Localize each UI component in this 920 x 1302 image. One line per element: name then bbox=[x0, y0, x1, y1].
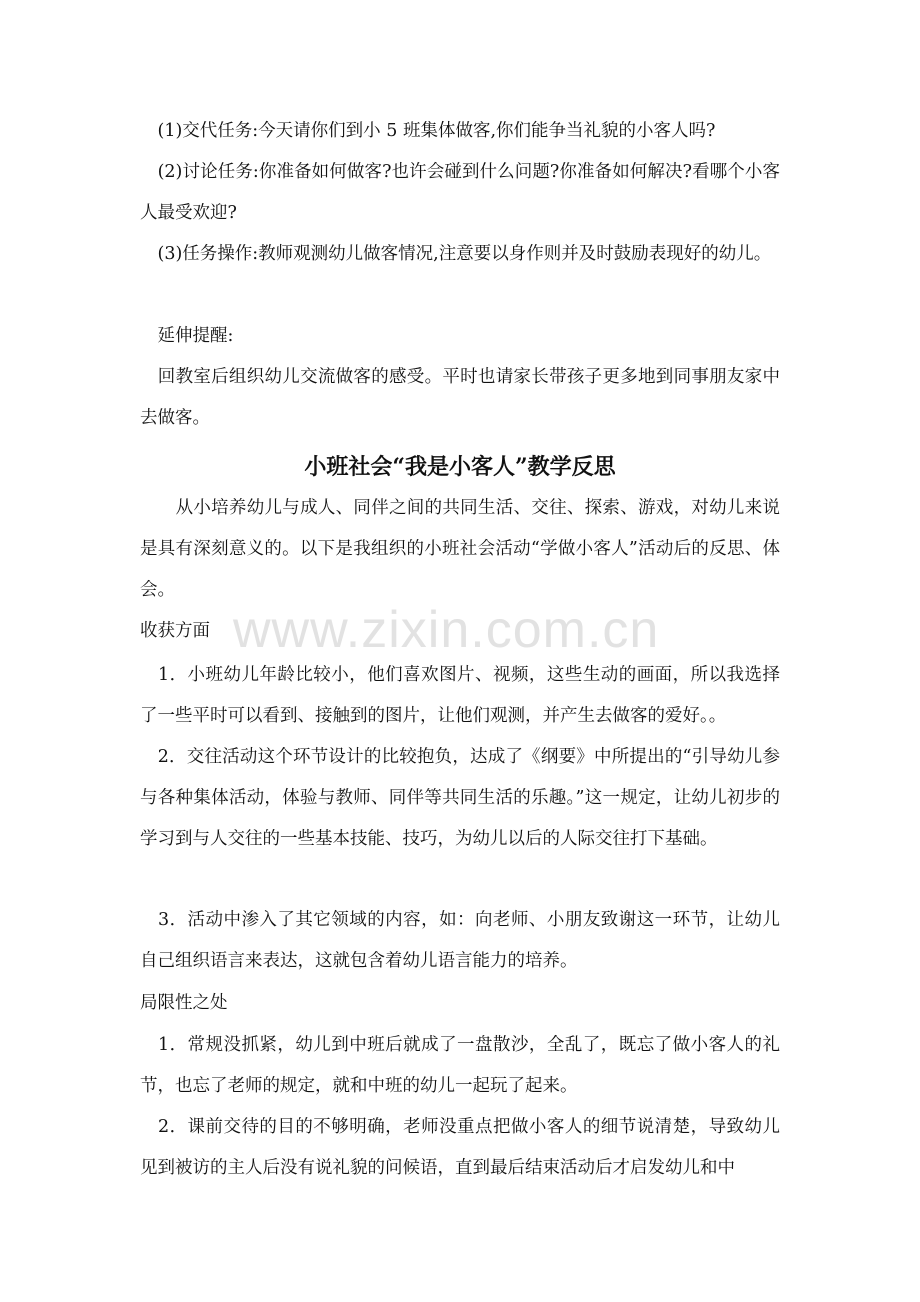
reflection-title: 小班社会“我是小客人”教学反思 bbox=[304, 454, 616, 480]
task-discuss-paragraph: (2)讨论任务:你准备如何做客?也许会碰到什么问题?你准备如何解决?看哪个小客人最受欢迎? bbox=[140, 162, 780, 223]
limits-heading: 局限性之处 bbox=[140, 993, 228, 1013]
reflection-opening-paragraph: 从小培养幼儿与成人、同伴之间的共同生活、交往、探索、游戏，对幼儿来说是具有深刻意义的。以下是我组织的小班社会活动“学做小客人”活动后的反思、体会。 bbox=[140, 498, 780, 600]
extension-paragraph: 回教室后组织幼儿交流做客的感受。平时也请家长带孩子更多地到同事朋友家中去做客。 bbox=[140, 367, 780, 428]
gains-heading: 收获方面 bbox=[140, 621, 210, 641]
limits-item-2: 2．课前交待的目的不够明确，老师没重点把做小客人的细节说清楚，导致幼儿见到被访的主人后没有说礼貌的问候语，直到最后结束活动后才启发幼儿和中 bbox=[140, 1117, 780, 1178]
task-assign-paragraph: (1)交代任务:今天请你们到小 5 班集体做客,你们能争当礼貌的小客人吗? bbox=[140, 121, 716, 141]
gains-item-2: 2．交往活动这个环节设计的比较抱负，达成了《纲要》中所提出的“引导幼儿参与各种集体活动，体验与教师、同伴等共同生活的乐趣。”这一规定，让幼儿初步的学习到与人交往的一些基本技能、技巧，为幼儿以后的人际交往打下基础。 bbox=[140, 747, 780, 849]
watermark: www.zixin.com.cn bbox=[233, 601, 660, 659]
extension-heading: 延伸提醒: bbox=[140, 326, 234, 346]
gains-item-3: 3．活动中渗入了其它领域的内容，如：向老师、小朋友致谢这一环节，让幼儿自己组织语言来表达，这就包含着幼儿语言能力的培养。 bbox=[140, 910, 780, 971]
gains-item-1: 1．小班幼儿年龄比较小，他们喜欢图片、视频，这些生动的画面，所以我选择了一些平时可以看到、接触到的图片，让他们观测，并产生去做客的爱好。。 bbox=[140, 665, 780, 726]
task-operate-paragraph: (3)任务操作:教师观测幼儿做客情况,注意要以身作则并及时鼓励表现好的幼儿。 bbox=[140, 244, 772, 264]
limits-item-1: 1．常规没抓紧，幼儿到中班后就成了一盘散沙，全乱了，既忘了做小客人的礼节，也忘了老师的规定，就和中班的幼儿一起玩了起来。 bbox=[140, 1035, 780, 1096]
